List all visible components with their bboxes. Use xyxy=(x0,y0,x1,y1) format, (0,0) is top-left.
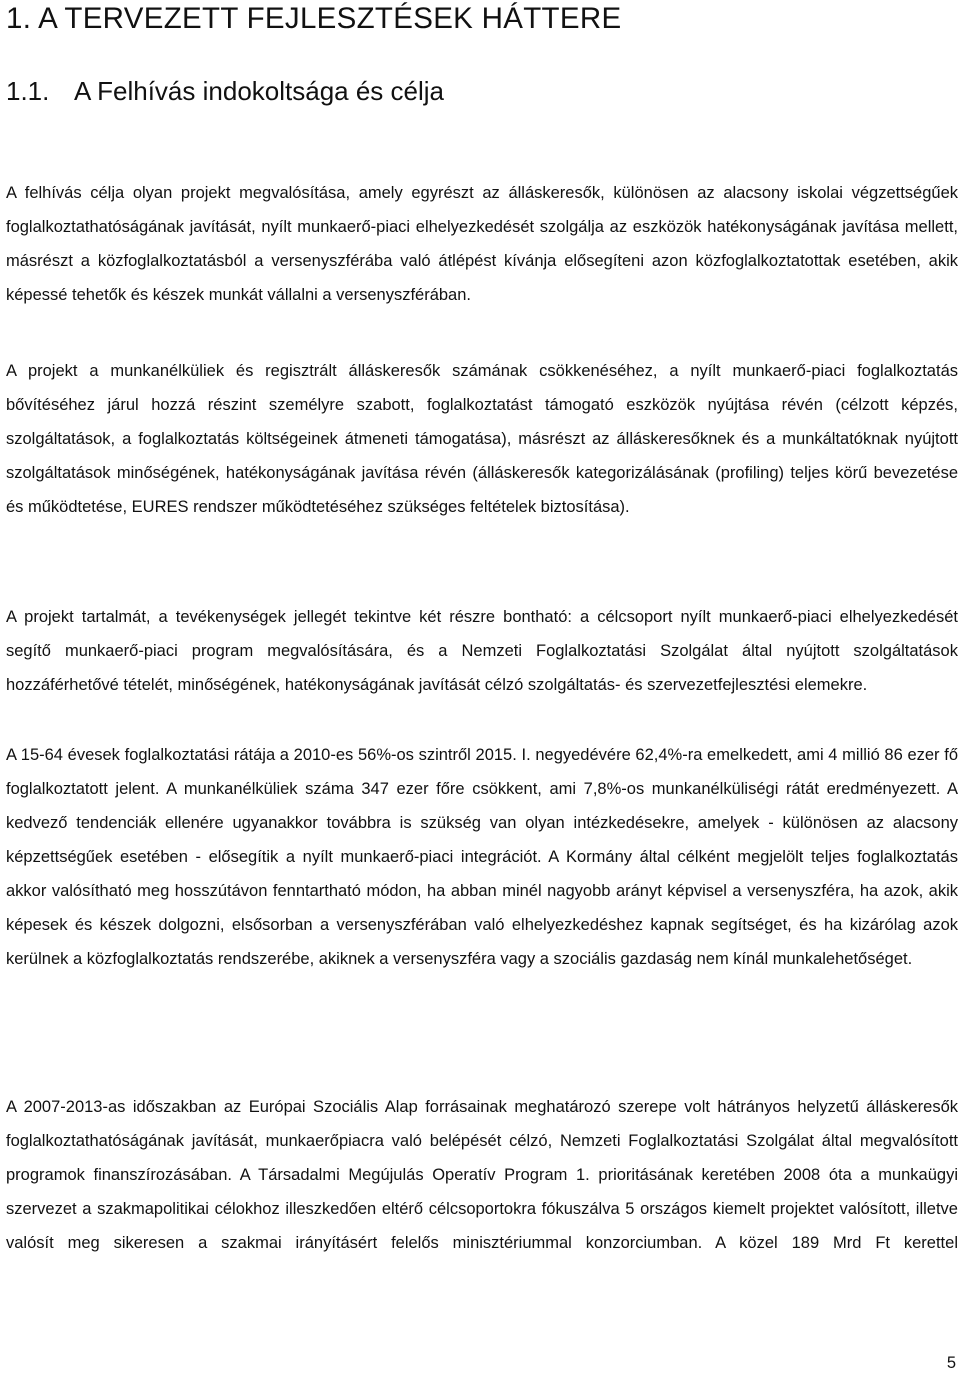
body-paragraph: A felhívás célja olyan projekt megvalósítása, amely egyrészt az álláskeresők, különösen az alacsony iskolai végzettségűek foglalkoztathatóságának javítását, nyílt munkaerő-piaci elhelyezkedését szolgálja az eszközök hatékonyságának javítása mellett, másrészt a közfoglalkoztatásból a versenyszférába való átlépést kívánja elősegíteni azon közfoglalkoztatottak esetében, akik képessé tehetők és készek munkát vállalni a versenyszférában. xyxy=(6,184,958,304)
body-paragraph: A projekt tartalmát, a tevékenységek jellegét tekintve két részre bontható: a célcsoport nyílt munkaerő-piaci elhelyezkedését segítő munkaerő-piaci program megvalósítására, és a Nemzeti Foglalkoztatási Szolgálat által nyújtott szolgáltatások hozzáférhetővé tételét, minőségének, hatékonyságának javítását célzó szolgáltatás- és szervezetfejlesztési elemekre. xyxy=(6,608,958,694)
section-title: A Felhívás indokoltsága és célja xyxy=(74,76,444,106)
section-heading xyxy=(6,76,444,107)
section-number: 1.1. xyxy=(6,76,50,106)
body-paragraph: A 15-64 évesek foglalkoztatási rátája a 2010-es 56%-os szintről 2015. I. negyedévére 62,4%-ra emelkedett, ami 4 millió 86 ezer fő foglalkoztatott jelent. A munkanélküliek száma 347 ezer főre csökkent, ami 7,8%-os munkanélküliségi rátát eredményezett. A kedvező tendenciák ellenére ugyanakkor továbbra is szükség van olyan intézkedésekre, amelyek - különösen az alacsony képzettségűek esetében - elősegítik a nyílt munkaerő-piaci integrációt. A Kormány által célként megjelölt teljes foglalkoztatás akkor valósítható meg hosszútávon fenntartható módon, ha abban minél nagyobb arányt képvisel a versenyszféra, ha azok, akik képesek és készek dolgozni, elsősorban a versenyszférában való elhelyezkedéshez kapnak segítséget, és ha kizárólag azok kerülnek a közfoglalkoztatás rendszerébe, akiknek a versenyszféra vagy a szociális gazdaság nem kínál munkalehetőséget. xyxy=(6,746,958,968)
chapter-heading: 1. A TERVEZETT FEJLESZTÉSEK HÁTTERE xyxy=(6,2,622,35)
body-paragraph: A projekt a munkanélküliek és regisztrált álláskeresők számának csökkenéséhez, a nyílt munkaerő-piaci foglalkoztatás bővítéséhez járul hozzá részint személyre szabott, foglalkoztatást támogató eszközök nyújtása révén (célzott képzés, szolgáltatások, a foglalkoztatás költségeinek átmeneti támogatása), másrészt az álláskeresőknek és a munkáltatóknak nyújtott szolgáltatások minőségének, hatékonyságának javítása révén (álláskeresők kategorizálásának (profiling) teljes körű bevezetése és működtetése, EURES rendszer működtetéséhez szükséges feltételek biztosítása). xyxy=(6,362,958,516)
page-number: 5 xyxy=(946,1354,956,1372)
body-paragraph: A 2007-2013-as időszakban az Európai Szociális Alap forrásainak meghatározó szerepe volt hátrányos helyzetű álláskeresők foglalkoztathatóságának javítását, munkaerőpiacra való belépését célzó, Nemzeti Foglalkoztatási Szolgálat által megvalósított programok finanszírozásában. A Társadalmi Megújulás Operatív Program 1. prioritásának keretében 2008 óta a munkaügyi szervezet a szakmapolitikai célokhoz illeszkedően eltérő célcsoportokra fókuszálva 5 országos kiemelt projektet valósított, illetve valósít meg sikeresen a szakmai irányításért felelős minisztériummal konzorciumban. A közel 189 Mrd Ft kerettel xyxy=(6,1098,958,1252)
